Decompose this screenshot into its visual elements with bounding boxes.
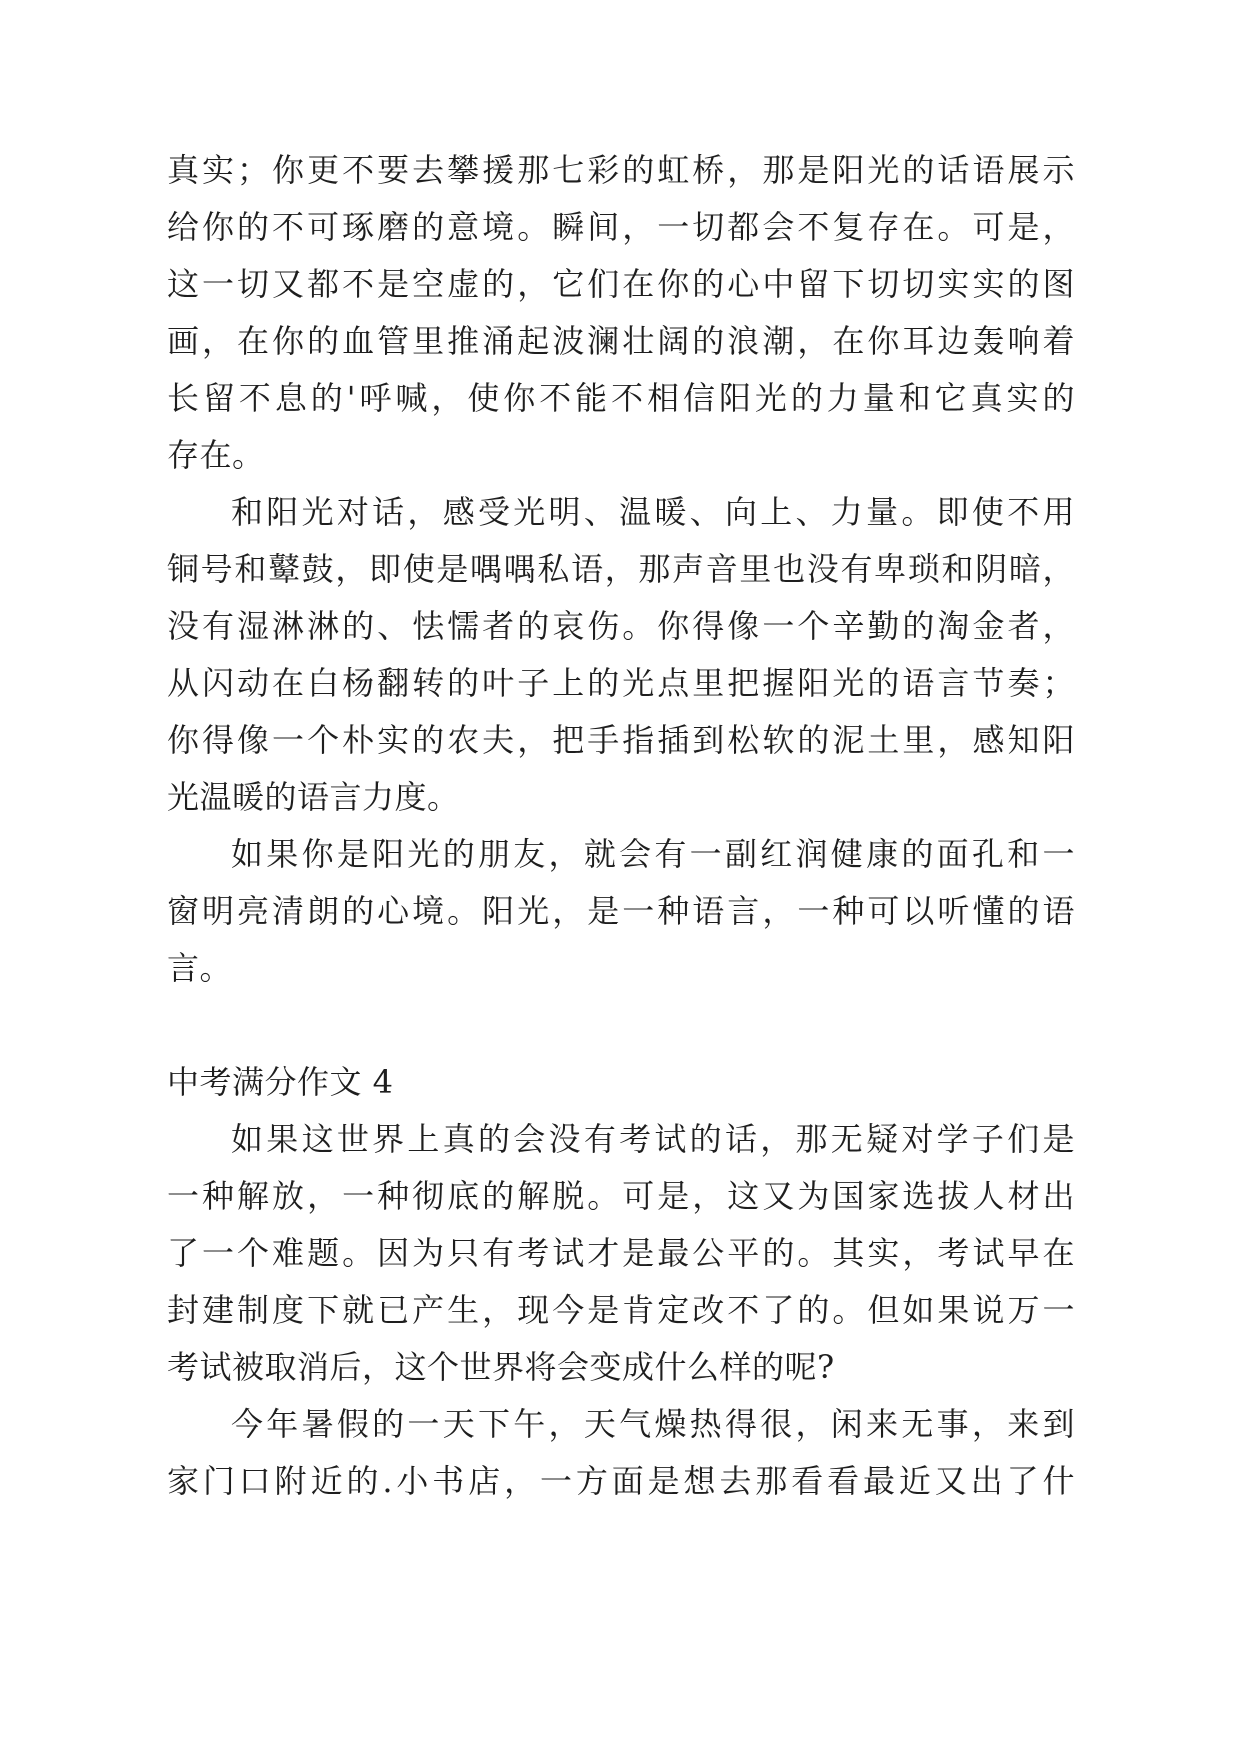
- text-line: 给你的不可琢磨的意境。瞬间，一切都会不复存在。可是，: [167, 208, 1075, 246]
- text-line: 长留不息的'呼喊，使你不能不相信阳光的力量和它真实的: [167, 379, 1075, 417]
- text-line: 和阳光对话，感受光明、温暖、向上、力量。即使不用: [231, 493, 1075, 531]
- text-line: 今年暑假的一天下午，天气燥热得很，闲来无事，来到: [231, 1405, 1075, 1443]
- text-line: 如果你是阳光的朋友，就会有一副红润健康的面孔和一: [231, 835, 1075, 873]
- section-heading: 中考满分作文 4: [167, 1063, 394, 1101]
- text-line: 没有湿淋淋的、怯懦者的哀伤。你得像一个辛勤的淘金者，: [167, 607, 1075, 645]
- text-line: 你得像一个朴实的农夫，把手指插到松软的泥土里，感知阳: [167, 721, 1075, 759]
- text-line: 从闪动在白杨翻转的叶子上的光点里把握阳光的语言节奏；: [167, 664, 1075, 702]
- essay-sunlight-text: [167, 142, 1075, 997]
- text-line: 铜号和鼙鼓，即使是喁喁私语，那声音里也没有卑琐和阴暗，: [167, 550, 1075, 588]
- text-line: 存在。: [167, 436, 265, 474]
- text-line: 画，在你的血管里推涌起波澜壮阔的浪潮，在你耳边轰响着: [167, 322, 1075, 360]
- text-line: 家门口附近的.小书店，一方面是想去那看看最近又出了什: [167, 1462, 1075, 1500]
- text-line: 光温暖的语言力度。: [167, 778, 460, 816]
- text-line: 真实；你更不要去攀援那七彩的虹桥，那是阳光的话语展示: [167, 151, 1075, 189]
- text-line: 言。: [167, 949, 233, 987]
- text-line: 这一切又都不是空虚的，它们在你的心中留下切切实实的图: [167, 265, 1075, 303]
- text-line: 窗明亮清朗的心境。阳光，是一种语言，一种可以听懂的语: [167, 892, 1075, 930]
- text-line: 如果这世界上真的会没有考试的话，那无疑对学子们是: [231, 1120, 1075, 1158]
- blank-line: [167, 997, 1075, 1054]
- text-line: 一种解放，一种彻底的解脱。可是，这又为国家选拔人材出: [167, 1177, 1075, 1215]
- text-line: 封建制度下就已产生，现今是肯定改不了的。但如果说万一: [167, 1291, 1075, 1329]
- essay-exam-text: [167, 1111, 1075, 1510]
- document-content: [167, 142, 1075, 1510]
- text-line: 考试被取消后，这个世界将会变成什么样的呢?: [167, 1348, 835, 1386]
- text-line: 了一个难题。因为只有考试才是最公平的。其实，考试早在: [167, 1234, 1075, 1272]
